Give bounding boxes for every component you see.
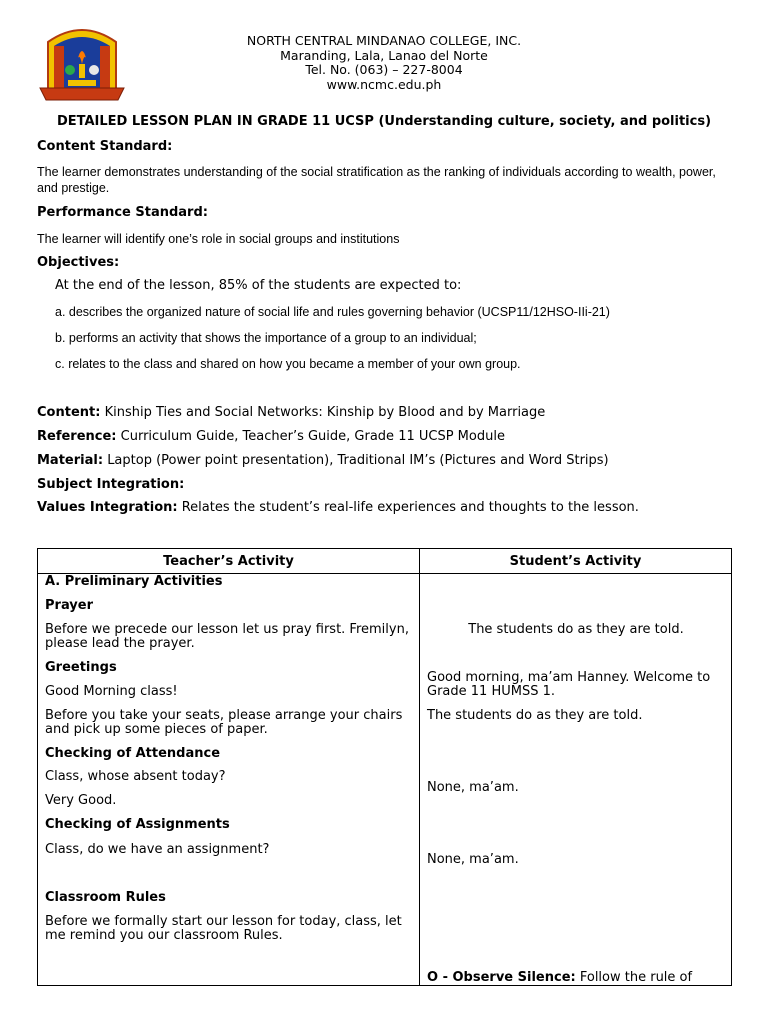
- objective-item: a. describes the organized nature of social life and rules governing behavior (UCSP11/12HSO-IIi-21): [55, 305, 610, 319]
- classroom-rules-heading: Classroom Rules: [45, 890, 166, 905]
- content-value: Kinship Ties and Social Networks: Kinship by Blood and by Marriage: [104, 405, 546, 420]
- school-phone: Tel. No. (063) – 227-8004: [305, 62, 463, 77]
- objective-item: c. relates to the class and shared on how you became a member of your own group.: [55, 357, 521, 371]
- material-value: Laptop (Power point presentation), Traditional IM’s (Pictures and Word Strips): [107, 453, 609, 468]
- reference-label: Reference:: [37, 429, 117, 444]
- school-name: NORTH CENTRAL MINDANAO COLLEGE, INC.: [246, 33, 522, 48]
- values-integration-label: Values Integration:: [37, 500, 178, 515]
- objectives-heading: Objectives:: [37, 255, 120, 270]
- performance-standard-heading: Performance Standard:: [37, 205, 208, 220]
- prayer-heading: Prayer: [45, 598, 94, 613]
- student-activity-header: Student’s Activity: [420, 549, 732, 574]
- performance-standard-text: The learner will identify one’s role in social groups and institutions: [37, 232, 400, 246]
- activity-table: [37, 548, 732, 986]
- document-title: DETAILED LESSON PLAN IN GRADE 11 UCSP (Understanding culture, society, and politics): [56, 114, 712, 129]
- assignments-heading: Checking of Assignments: [45, 817, 230, 832]
- content-standard-heading: Content Standard:: [37, 139, 173, 154]
- subject-integration-label: Subject Integration:: [37, 477, 185, 492]
- attendance-question: Class, whose absent today?: [45, 769, 226, 784]
- prayer-text: Before we precede our lesson let us pray first. Fremilyn, please lead the prayer.: [45, 622, 409, 651]
- classroom-rules-text: Before we formally start our lesson for today, class, let me remind you our classroom Rules.: [45, 914, 402, 943]
- student-response: The students do as they are told.: [427, 708, 643, 723]
- attendance-heading: Checking of Attendance: [45, 746, 221, 761]
- rule-label: O - Observe Silence:: [427, 970, 576, 985]
- objective-item: b. performs an activity that shows the importance of a group to an individual;: [55, 331, 477, 345]
- greetings-heading: Greetings: [45, 660, 117, 675]
- student-response: Good morning, ma’am Hanney. Welcome to Grade 11 HUMSS 1.: [427, 670, 711, 699]
- values-integration-value: Relates the student’s real-life experiences and thoughts to the lesson.: [181, 500, 639, 515]
- preliminary-activities-heading: A. Preliminary Activities: [45, 574, 223, 589]
- table-header-row: [38, 549, 732, 574]
- student-response: None, ma’am.: [427, 780, 519, 795]
- material-line: [37, 453, 727, 468]
- objectives-intro: At the end of the lesson, 85% of the students are expected to:: [55, 278, 462, 293]
- assignment-question: Class, do we have an assignment?: [45, 842, 270, 857]
- values-integration-line: [37, 500, 727, 515]
- arrange-chairs-text: Before you take your seats, please arrange your chairs and pick up some pieces of paper.: [45, 708, 403, 737]
- school-header: [0, 34, 768, 92]
- rule-text: Follow the rule of: [575, 970, 693, 985]
- student-response: The students do as they are told.: [468, 622, 684, 637]
- greeting-text: Good Morning class!: [45, 684, 178, 699]
- table-row: [38, 574, 732, 986]
- reference-value: Curriculum Guide, Teacher’s Guide, Grade 11 UCSP Module: [120, 429, 505, 444]
- reference-line: [37, 429, 727, 444]
- student-response: None, ma’am.: [427, 852, 519, 867]
- school-address: Maranding, Lala, Lanao del Norte: [280, 47, 488, 63]
- classroom-rule-item: [427, 971, 725, 985]
- content-line: [37, 405, 727, 420]
- content-standard-text: The learner demonstrates understanding of the social stratification as the ranking of individuals according to wealth, power, and prestige.: [37, 165, 716, 195]
- attendance-response: Very Good.: [45, 793, 117, 808]
- teacher-activity-header: Teacher’s Activity: [38, 549, 420, 574]
- material-label: Material:: [37, 453, 104, 468]
- student-activity-cell: [420, 574, 732, 986]
- teacher-activity-cell: [38, 574, 420, 986]
- content-label: Content:: [37, 405, 101, 420]
- school-website: www.ncmc.edu.ph: [326, 76, 442, 92]
